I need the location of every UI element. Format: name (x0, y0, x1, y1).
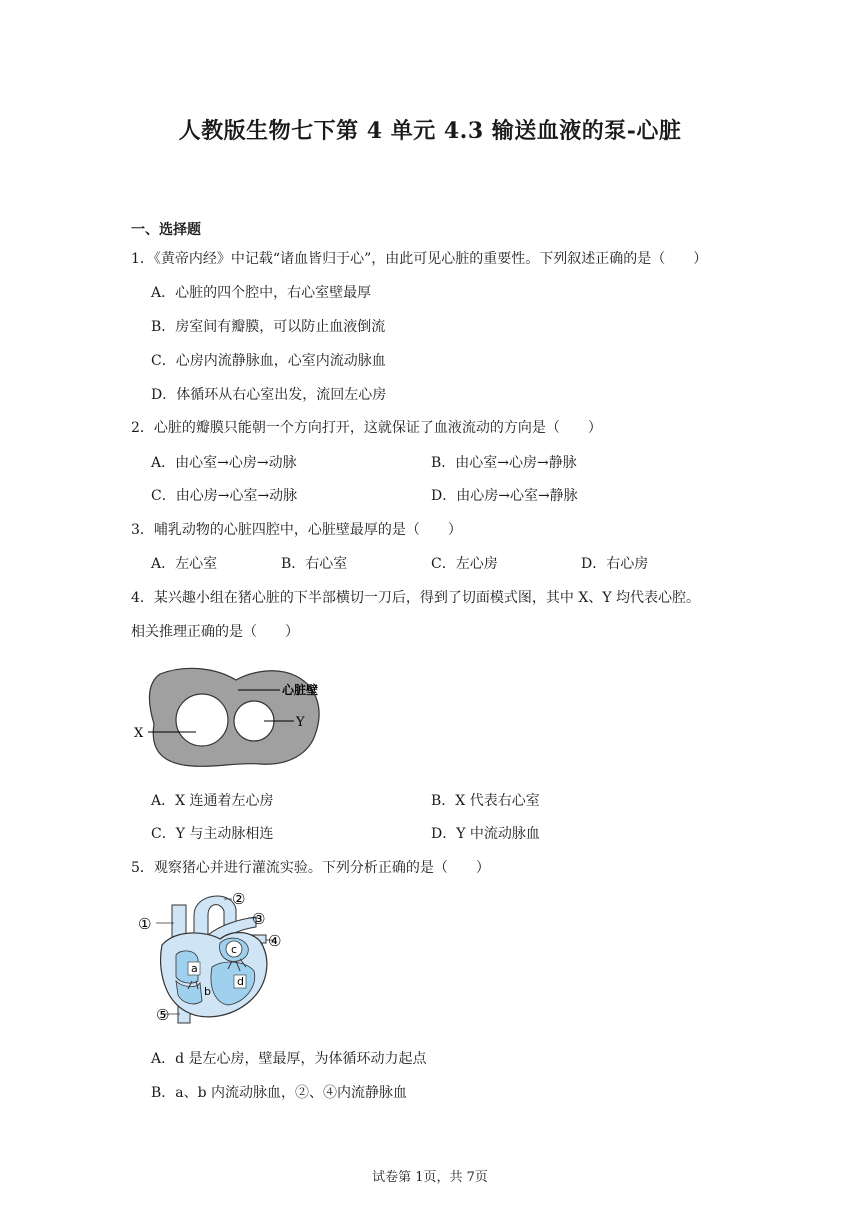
y-label: Y (296, 715, 305, 730)
label-2: ② (232, 890, 246, 908)
question-2-option-c: C．由心房→心室→动脉 (151, 488, 298, 504)
wall-label: 心脏壁 (282, 683, 319, 697)
question-1-option-a: A．心脏的四个腔中，右心室壁最厚 (151, 285, 372, 301)
chamber-a-label: a (191, 962, 198, 975)
question-5-stem: 5．观察猪心并进行灌流实验。下列分析正确的是（ ） (131, 860, 490, 876)
label-4: ④ (268, 932, 282, 950)
question-1-stem: 1．《黄帝内经》中记载“诸血皆归于心”，由此可见心脏的重要性。下列叙述正确的是（ ） (131, 251, 708, 267)
question-4-option-b: B．X 代表右心室 (431, 793, 540, 809)
question-4-option-a: A．X 连通着左心房 (151, 793, 274, 809)
question-5-option-a: A．d 是左心房，壁最厚，为体循环动力起点 (151, 1051, 427, 1067)
question-1-option-b: B．房室间有瓣膜，可以防止血液倒流 (151, 319, 386, 335)
question-2-option-a: A．由心室→心房→动脉 (151, 455, 297, 471)
x-label: X (134, 726, 144, 741)
question-5-option-b: B．a、b 内流动脉血，②、④内流静脉血 (151, 1085, 408, 1101)
section-heading: 一、选择题 (131, 222, 201, 238)
question-2-option-d: D．由心房→心室→静脉 (431, 488, 578, 504)
question-1-option-d: D．体循环从右心室出发，流回左心房 (151, 387, 387, 403)
heart-diagram-figure (136, 885, 296, 1030)
label-5: ⑤ (156, 1006, 170, 1024)
question-3-option-b: B．右心室 (281, 556, 348, 572)
chamber-c-label: c (231, 943, 238, 956)
question-3-option-d: D．右心房 (581, 556, 649, 572)
cavity-x (176, 694, 228, 746)
question-2-stem: 2．心脏的瓣膜只能朝一个方向打开，这就保证了血液流动的方向是（ ） (131, 420, 602, 436)
question-4-option-d: D．Y 中流动脉血 (431, 826, 540, 842)
page-footer: 试卷第 1页，共 7页 (372, 1170, 488, 1185)
question-1-option-c: C．心房内流静脉血，心室内流动脉血 (151, 353, 386, 369)
question-4-stem-line2: 相关推理正确的是（ ） (131, 624, 299, 640)
question-3-option-a: A．左心室 (151, 556, 218, 572)
question-2-option-b: B．由心室→心房→静脉 (431, 455, 577, 471)
heart-cross-section-figure (128, 662, 338, 772)
question-4-option-c: C．Y 与主动脉相连 (151, 826, 274, 842)
chamber-b-label: b (204, 985, 211, 998)
label-1: ① (138, 915, 152, 933)
question-4-stem-line1: 4．某兴趣小组在猪心脏的下半部横切一刀后，得到了切面模式图，其中 X、Y 均代表心腔。 (131, 590, 701, 606)
label-3: ③ (252, 910, 266, 928)
question-3-stem: 3．哺乳动物的心脏四腔中，心脏壁最厚的是（ ） (131, 522, 462, 538)
chamber-d-label: d (237, 975, 244, 988)
page-title: 人教版生物七下第 4 单元 4.3 输送血液的泵-心脏 (178, 118, 682, 144)
question-3-option-c: C．左心房 (431, 556, 498, 572)
